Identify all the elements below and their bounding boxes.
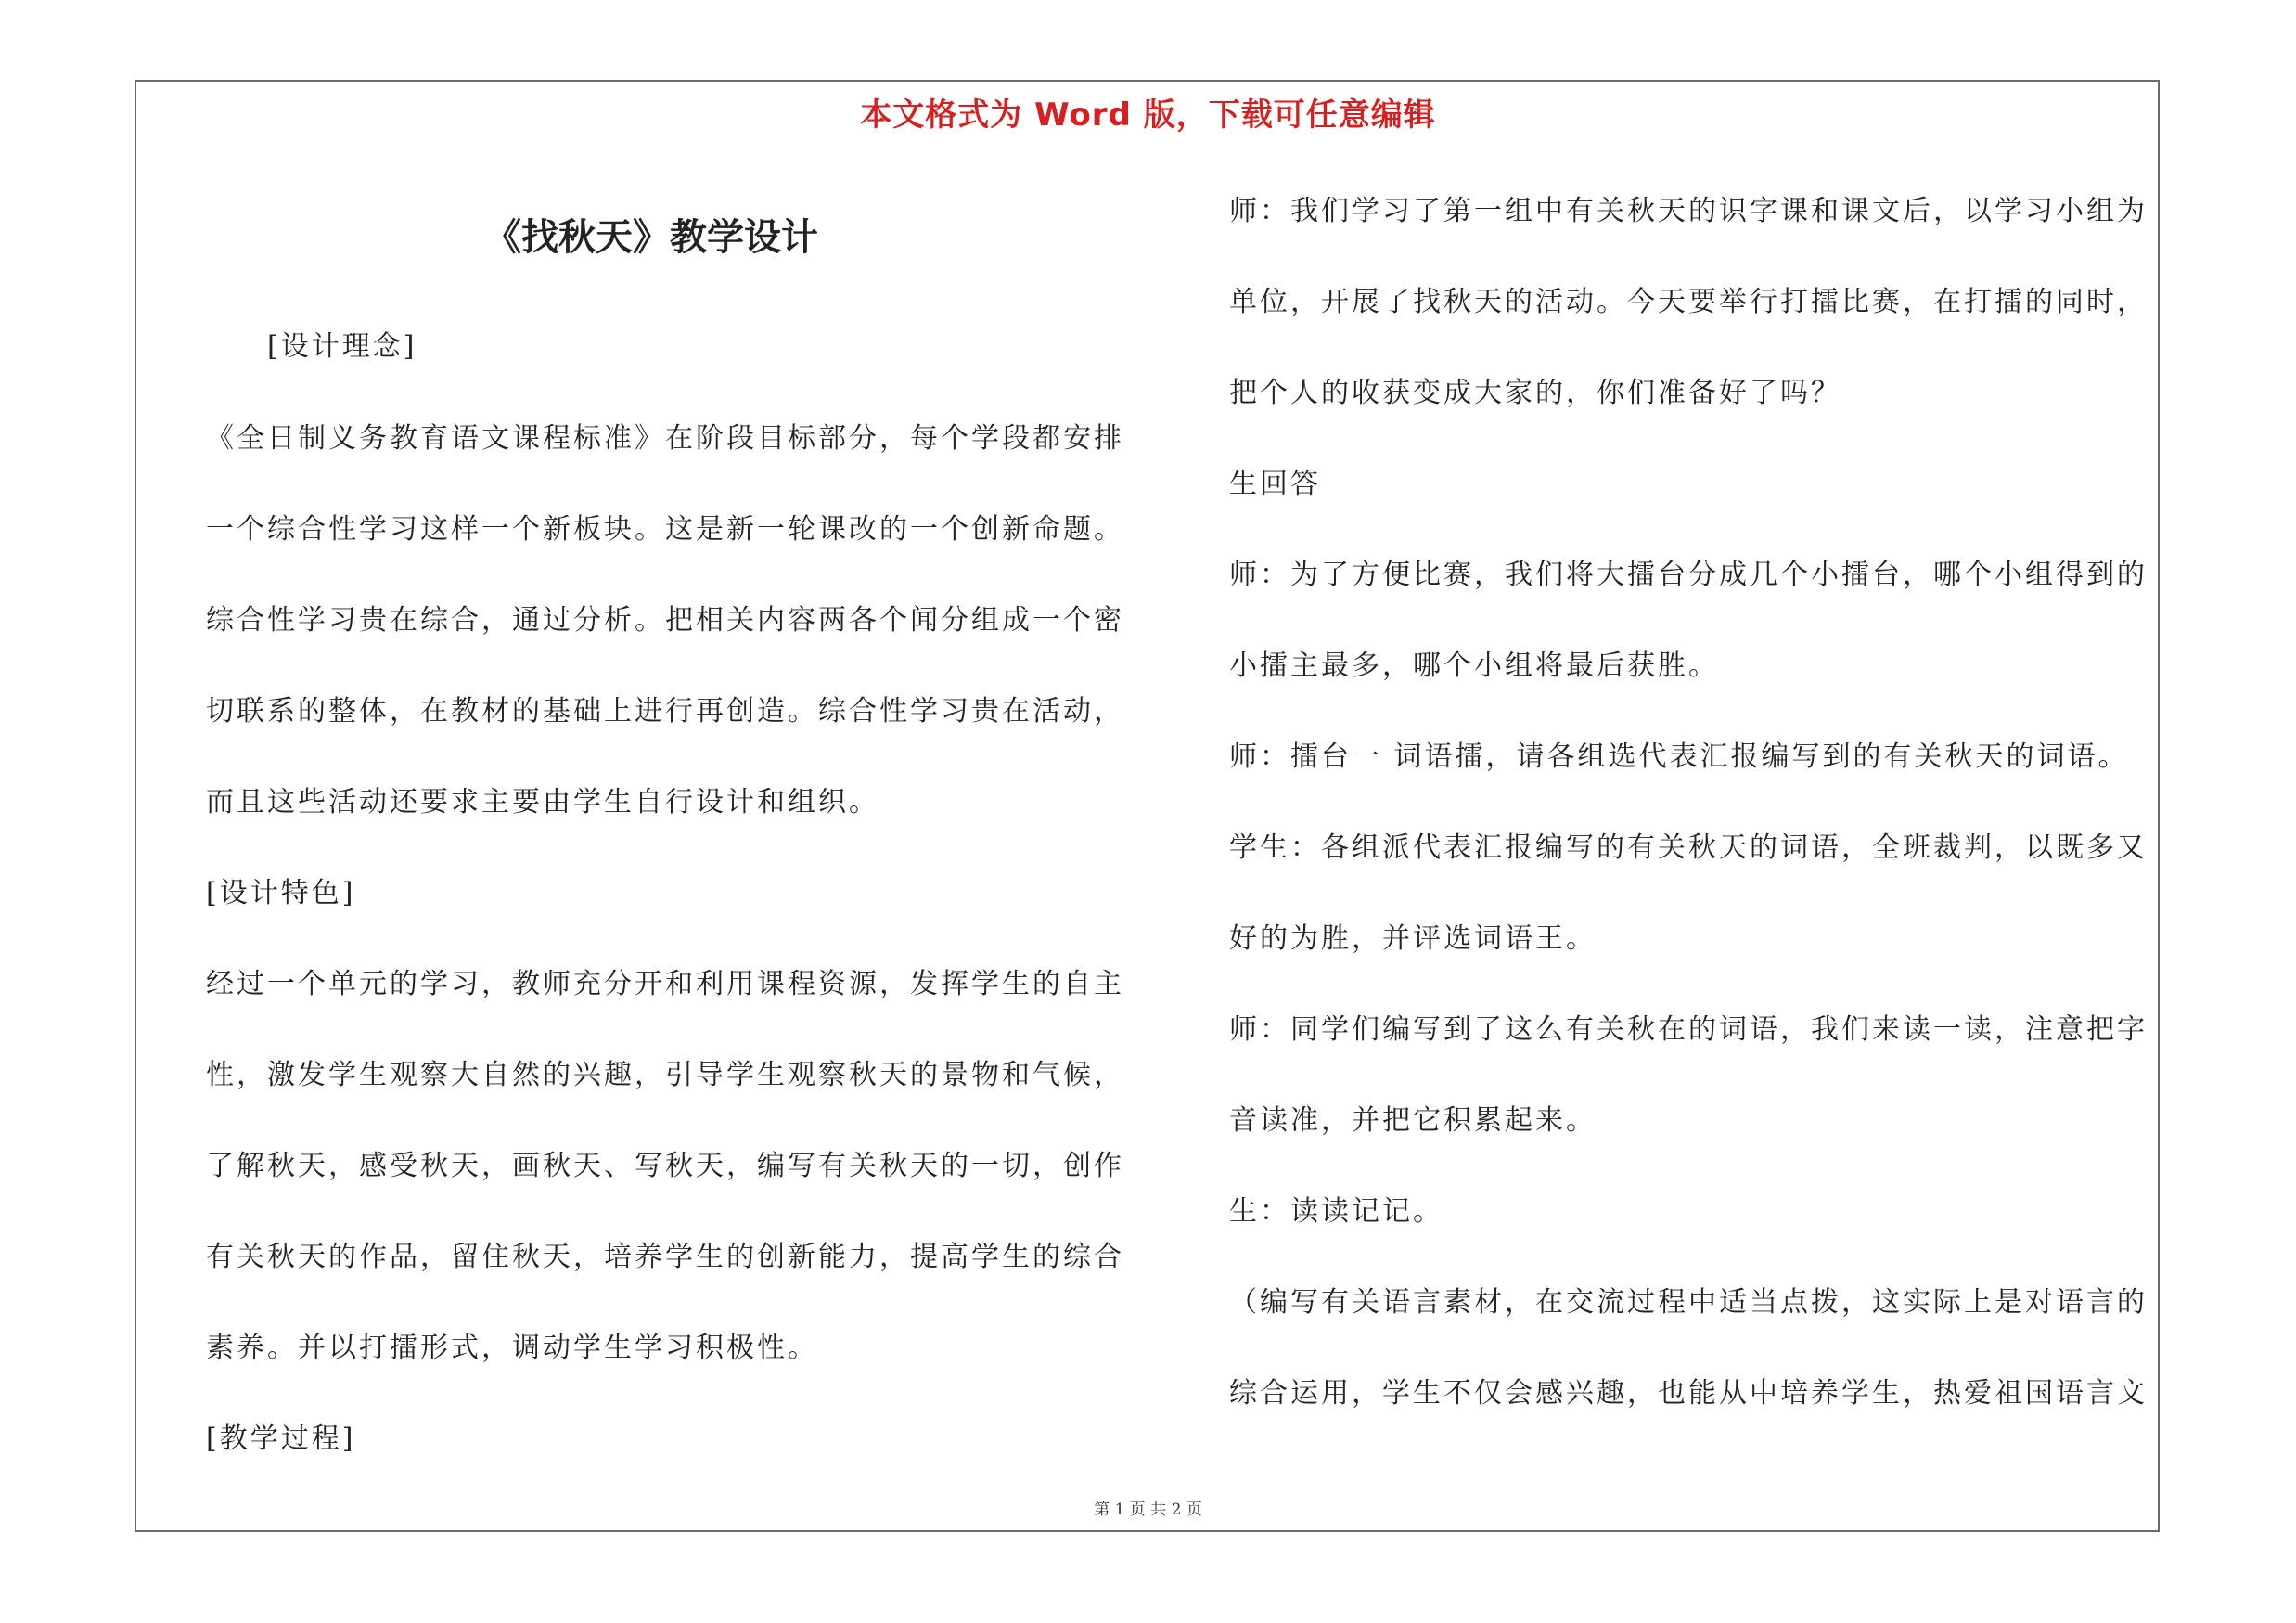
paragraph-line: 生：读读记记。 [1229,1195,1443,1228]
paragraph-line: 素养。并以打擂形式，调动学生学习积极性。 [206,1332,818,1364]
paragraph-line: （编写有关语言素材，在交流过程中适当点拨，这实际上是对语言的 [1229,1286,2148,1319]
paragraph-line: 《全日制义务教育语文课程标准》在阶段目标部分，每个学段都安排 [206,422,1124,455]
editable-notice-banner: 本文格式为 Word 版，下载可任意编辑 [860,97,1436,134]
section-heading-teaching-process: [教学过程] [206,1423,356,1455]
paragraph-line: 切联系的整体，在教材的基础上进行再创造。综合性学习贵在活动， [206,695,1124,728]
paragraph-line: 单位，开展了找秋天的活动。今天要举行打擂比赛，在打擂的同时， [1229,286,2148,318]
paragraph-line: 把个人的收获变成大家的，你们准备好了吗？ [1229,377,1841,409]
paragraph-line: 师：擂台一 词语擂，请各组选代表汇报编写到的有关秋天的词语。 [1229,741,2129,773]
page-number-footer: 第 1 页 共 2 页 [1094,1501,1202,1519]
paragraph-line: 好的为胜，并评选词语王。 [1229,922,1597,955]
paragraph-line: 学生：各组派代表汇报编写的有关秋天的词语，全班裁判，以既多又 [1229,831,2148,864]
paragraph-line: 师：我们学习了第一组中有关秋天的识字课和课文后，以学习小组为 [1229,195,2148,227]
paragraph-line: 生回答 [1229,468,1321,500]
paragraph-line: 而且这些活动还要求主要由学生自行设计和组织。 [206,786,879,818]
paragraph-line: 小擂主最多，哪个小组将最后获胜。 [1229,650,1719,682]
paragraph-line: 师：为了方便比赛，我们将大擂台分成几个小擂台，哪个小组得到的 [1229,559,2148,591]
document-title: 《找秋天》教学设计 [484,216,818,259]
section-heading-design-features: [设计特色] [206,877,356,909]
paragraph-line: 有关秋天的作品，留住秋天，培养学生的创新能力，提高学生的综合 [206,1241,1124,1273]
paragraph-line: 师：同学们编写到了这么有关秋在的词语，我们来读一读，注意把字 [1229,1013,2148,1046]
paragraph-line: 了解秋天，感受秋天，画秋天、写秋天，编写有关秋天的一切，创作 [206,1150,1124,1182]
paragraph-line: 性，激发学生观察大自然的兴趣，引导学生观察秋天的景物和气候， [206,1059,1124,1091]
paragraph-line: 经过一个单元的学习，教师充分开和利用课程资源，发挥学生的自主 [206,968,1124,1000]
paragraph-line: 音读准，并把它积累起来。 [1229,1104,1597,1137]
paragraph-line: 综合运用，学生不仅会感兴趣，也能从中培养学生，热爱祖国语言文 [1229,1377,2148,1410]
section-heading-design-concept: [设计理念] [267,330,417,363]
paragraph-line: 一个综合性学习这样一个新板块。这是新一轮课改的一个创新命题。 [206,513,1124,546]
paragraph-line: 综合性学习贵在综合，通过分析。把相关内容两各个闻分组成一个密 [206,604,1124,637]
